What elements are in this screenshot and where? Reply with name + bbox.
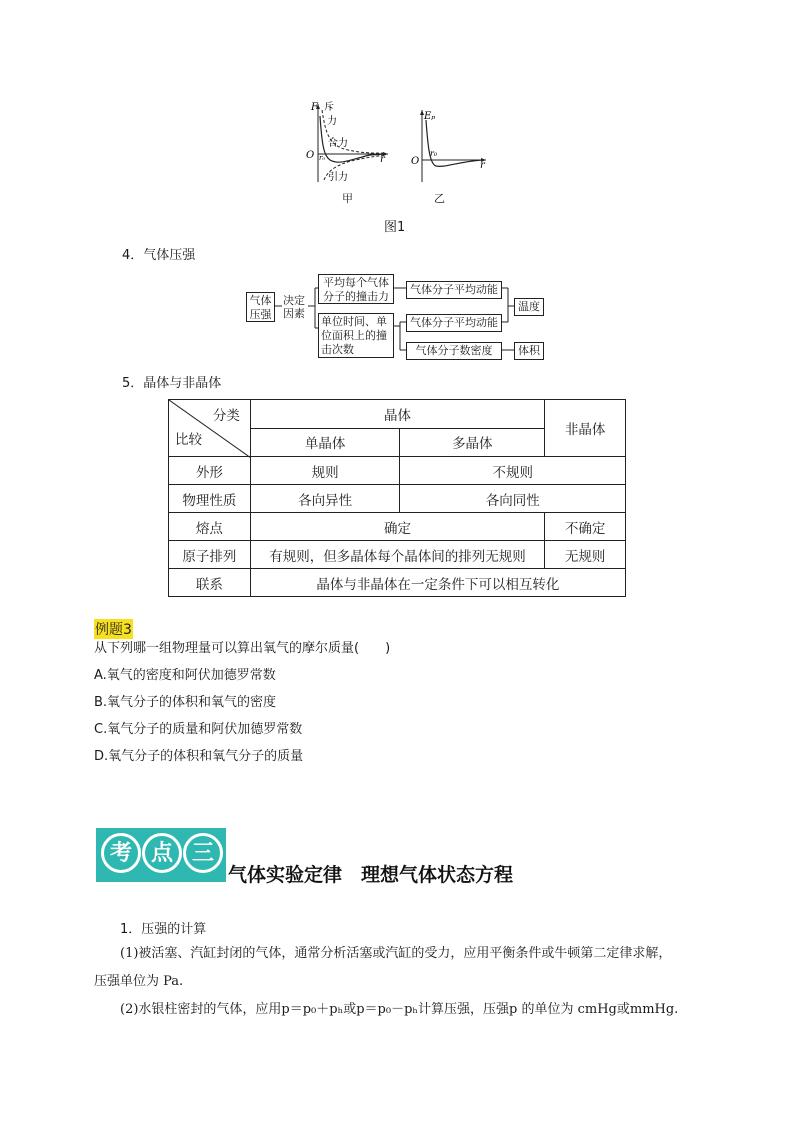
section4-heading: 4．气体压强	[122, 248, 196, 263]
flow-volume: 体积	[514, 342, 544, 360]
option-d: D.氧气分子的体积和氧气分子的质量	[94, 749, 304, 764]
figure1-caption: 图1	[384, 220, 406, 235]
flow-avg-ke-2: 气体分子平均动能	[406, 314, 502, 332]
kaodian-title: 气体实验定律 理想气体状态方程	[228, 864, 514, 886]
table-corner	[169, 400, 251, 457]
pressure-p1b: 压强单位为 Pa.	[94, 974, 184, 989]
flow-density: 气体分子数密度	[406, 342, 502, 360]
flow-avg-ke-1: 气体分子平均动能	[406, 281, 502, 299]
chart-b-r0: r₀	[430, 149, 438, 158]
section5-heading: 5．晶体与非晶体	[122, 376, 222, 391]
pressure-heading: 1．压强的计算	[120, 922, 207, 937]
pressure-p1: (1)被活塞、汽缸封闭的气体，通常分析活塞或汽缸的受力，应用平衡条件或牛顿第二定律求解，	[120, 946, 672, 961]
chart-b-caption: 乙	[434, 192, 445, 205]
header-poly: 多晶体	[400, 428, 545, 457]
header-crystal: 晶体	[250, 400, 544, 429]
chart-a-repulsion-1: 斥	[324, 102, 334, 113]
figure1-chart-b	[402, 104, 492, 194]
chart-a-origin: O	[306, 150, 315, 161]
crystal-table	[168, 399, 626, 597]
corner-bottom: 比较	[175, 432, 202, 448]
option-b: B.氧气分子的体积和氧气的密度	[94, 695, 277, 710]
flow-factor2: 单位时间、单位面积上的撞击次数	[318, 313, 394, 358]
header-amorphous: 非晶体	[545, 400, 626, 457]
chart-a-r0: r₀	[319, 154, 326, 162]
badge-char-2: 点	[142, 833, 182, 873]
pressure-p2: (2)水银柱密封的气体，应用p＝p₀＋pₕ或p＝p₀－pₕ计算压强，压强p 的单位为 cmHg或mmHg.	[120, 1002, 679, 1017]
kaodian-badge	[96, 828, 226, 882]
flow-decide: 决定因素	[283, 294, 305, 320]
flow-temperature: 温度	[514, 298, 544, 316]
chart-a-x-label: r	[380, 154, 385, 165]
badge-char-1: 考	[101, 833, 141, 873]
option-c: C.氧气分子的质量和阿伏加德罗常数	[94, 722, 303, 737]
badge-char-3: 三	[183, 833, 223, 873]
chart-a-caption: 甲	[342, 192, 353, 205]
example-question: 从下列哪一组物理量可以算出氧气的摩尔质量( )	[94, 641, 391, 656]
chart-a-net-label: 合力	[328, 138, 348, 149]
flow-root: 气体压强	[246, 292, 275, 322]
option-a: A.氧气的密度和阿伏加德罗常数	[94, 668, 276, 683]
header-single: 单晶体	[250, 428, 400, 457]
flow-factor1: 平均每个气体分子的撞击力	[318, 274, 394, 304]
chart-a-attraction-label: 引力	[328, 172, 348, 183]
corner-top: 分类	[212, 408, 240, 424]
example-title: 例题3	[94, 619, 133, 639]
chart-a-repulsion-2: 力	[327, 116, 337, 127]
table-row: 物理性质 各向异性 各向同性	[169, 485, 626, 513]
chart-a-y-label: F	[311, 102, 318, 113]
table-row: 原子排列 有规则，但多晶体每个晶体间的排列无规则 无规则	[169, 541, 626, 569]
chart-b-origin: O	[411, 156, 420, 167]
table-row: 外形 规则 不规则	[169, 457, 626, 485]
chart-b-x-label: r	[480, 160, 485, 171]
chart-b-y-label: Eₚ	[424, 111, 436, 122]
table-row: 熔点 确定 不确定	[169, 513, 626, 541]
table-row: 联系 晶体与非晶体在一定条件下可以相互转化	[169, 569, 626, 597]
